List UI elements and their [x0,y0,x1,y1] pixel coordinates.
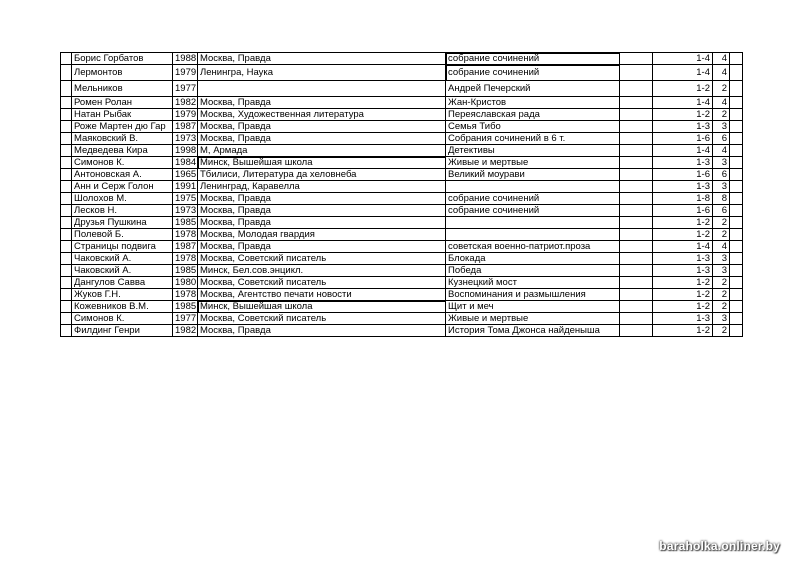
title-cell: Собрания сочинений в 6 т. [446,133,620,145]
volume-range-cell: 1-3 [653,313,713,325]
volume-count-cell: 2 [713,109,730,121]
title-cell: собрание сочинений [446,205,620,217]
publisher-cell: Минск, Вышейшая школа [198,301,446,313]
author-cell: Дангулов Савва [72,277,173,289]
blank-cell [730,65,743,81]
publisher-cell: Москва, Правда [198,325,446,337]
blank-cell [61,277,72,289]
publisher-cell: М, Армада [198,145,446,157]
year-cell: 1987 [173,121,198,133]
volume-count-cell: 3 [713,313,730,325]
blank-cell [620,229,653,241]
publisher-cell [198,81,446,97]
blank-cell [61,325,72,337]
volume-range-cell: 1-3 [653,157,713,169]
author-cell: Кожевников В.М. [72,301,173,313]
publisher-cell: Москва, Советский писатель [198,277,446,289]
blank-cell [61,65,72,81]
blank-cell [620,265,653,277]
blank-cell [730,265,743,277]
publisher-cell: Тбилиси, Литература да хеловнеба [198,169,446,181]
blank-cell [620,121,653,133]
table-row [61,205,743,217]
blank-cell [730,313,743,325]
volume-count-cell: 2 [713,229,730,241]
table-row [61,193,743,205]
blank-cell [620,169,653,181]
blank-cell [620,157,653,169]
table-body [61,53,743,337]
table-row [61,65,743,81]
blank-cell [730,277,743,289]
blank-cell [730,121,743,133]
volume-count-cell: 3 [713,265,730,277]
table-row [61,109,743,121]
blank-cell [61,205,72,217]
volume-range-cell: 1-3 [653,181,713,193]
table-row [61,313,743,325]
blank-cell [730,169,743,181]
volume-count-cell: 2 [713,289,730,301]
author-cell: Натан Рыбак [72,109,173,121]
blank-cell [61,265,72,277]
table-row [61,217,743,229]
title-cell: Андрей Печерский [446,81,620,97]
blank-cell [61,301,72,313]
blank-cell [620,145,653,157]
publisher-cell: Москва, Правда [198,241,446,253]
blank-cell [730,181,743,193]
blank-cell [61,97,72,109]
book-list-table [60,52,743,337]
title-cell [446,181,620,193]
author-cell: Друзья Пушкина [72,217,173,229]
blank-cell [61,289,72,301]
blank-cell [620,301,653,313]
publisher-cell: Минск, Вышейшая школа [198,157,446,169]
volume-range-cell: 1-4 [653,65,713,81]
volume-range-cell: 1-2 [653,301,713,313]
publisher-cell: Ленингра, Наука [198,65,446,81]
year-cell: 1975 [173,193,198,205]
volume-count-cell: 4 [713,241,730,253]
author-cell: Мельников [72,81,173,97]
author-cell: Шолохов М. [72,193,173,205]
blank-cell [730,81,743,97]
volume-count-cell: 3 [713,253,730,265]
title-cell: Воспоминания и размышления [446,289,620,301]
author-cell: Жуков Г.Н. [72,289,173,301]
year-cell: 1982 [173,97,198,109]
author-cell: Симонов К. [72,313,173,325]
volume-range-cell: 1-4 [653,241,713,253]
publisher-cell: Москва, Художественная литература [198,109,446,121]
blank-cell [61,169,72,181]
volume-range-cell: 1-4 [653,97,713,109]
title-cell: собрание сочинений [446,193,620,205]
table-row [61,181,743,193]
author-cell: Роже Мартен дю Гар [72,121,173,133]
year-cell: 1985 [173,265,198,277]
table-row [61,121,743,133]
volume-range-cell: 1-8 [653,193,713,205]
author-cell: Симонов К. [72,157,173,169]
publisher-cell: Москва, Правда [198,205,446,217]
title-cell: Щит и меч [446,301,620,313]
volume-range-cell: 1-2 [653,109,713,121]
volume-count-cell: 3 [713,181,730,193]
blank-cell [61,217,72,229]
table-row [61,81,743,97]
blank-cell [61,109,72,121]
year-cell: 1979 [173,109,198,121]
volume-range-cell: 1-3 [653,265,713,277]
author-cell: Ромен Ролан [72,97,173,109]
volume-range-cell: 1-2 [653,229,713,241]
publisher-cell: Москва, Советский писатель [198,313,446,325]
blank-cell [61,81,72,97]
title-cell [446,229,620,241]
table-row [61,301,743,313]
title-cell: Живые и мертвые [446,157,620,169]
table-row [61,53,743,65]
table-row [61,169,743,181]
year-cell: 1978 [173,253,198,265]
volume-count-cell: 6 [713,169,730,181]
volume-range-cell: 1-3 [653,121,713,133]
volume-range-cell: 1-6 [653,205,713,217]
author-cell: Антоновская А. [72,169,173,181]
blank-cell [61,241,72,253]
title-cell [446,217,620,229]
volume-range-cell: 1-2 [653,81,713,97]
author-cell: Анн и Серж Голон [72,181,173,193]
author-cell: Филдинг Генри [72,325,173,337]
publisher-cell: Москва, Правда [198,193,446,205]
year-cell: 1978 [173,289,198,301]
year-cell: 1985 [173,217,198,229]
blank-cell [730,241,743,253]
volume-count-cell: 3 [713,157,730,169]
table-row [61,145,743,157]
year-cell: 1979 [173,65,198,81]
title-cell: Великий моурави [446,169,620,181]
volume-range-cell: 1-2 [653,217,713,229]
year-cell: 1965 [173,169,198,181]
author-cell: Лермонтов [72,65,173,81]
publisher-cell: Москва, Правда [198,217,446,229]
volume-range-cell: 1-4 [653,53,713,65]
blank-cell [61,145,72,157]
volume-count-cell: 2 [713,301,730,313]
table-row [61,241,743,253]
volume-range-cell: 1-6 [653,133,713,145]
publisher-cell: Москва, Правда [198,53,446,65]
publisher-cell: Москва, Советский писатель [198,253,446,265]
volume-count-cell: 3 [713,121,730,133]
blank-cell [730,53,743,65]
table-row [61,229,743,241]
blank-cell [620,133,653,145]
volume-count-cell: 6 [713,205,730,217]
author-cell: Лесков Н. [72,205,173,217]
author-cell: Медведева Кира [72,145,173,157]
title-cell: Жан-Кристов [446,97,620,109]
volume-range-cell: 1-6 [653,169,713,181]
year-cell: 1978 [173,229,198,241]
table-row [61,325,743,337]
blank-cell [620,109,653,121]
volume-count-cell: 6 [713,133,730,145]
blank-cell [730,301,743,313]
title-cell: Семья Тибо [446,121,620,133]
publisher-cell: Москва, Молодая гвардия [198,229,446,241]
blank-cell [730,109,743,121]
year-cell: 1984 [173,157,198,169]
blank-cell [620,277,653,289]
blank-cell [730,193,743,205]
publisher-cell: Москва, Правда [198,133,446,145]
year-cell: 1985 [173,301,198,313]
year-cell: 1977 [173,313,198,325]
table-row [61,289,743,301]
blank-cell [620,217,653,229]
author-cell: Чаковский А. [72,265,173,277]
volume-range-cell: 1-2 [653,325,713,337]
volume-count-cell: 4 [713,53,730,65]
volume-count-cell: 2 [713,217,730,229]
blank-cell [730,325,743,337]
blank-cell [620,65,653,81]
year-cell: 1991 [173,181,198,193]
blank-cell [61,253,72,265]
blank-cell [620,289,653,301]
author-cell: Полевой Б. [72,229,173,241]
author-cell: Маяковский В. [72,133,173,145]
title-cell: собрание сочинений [446,53,620,65]
blank-cell [61,53,72,65]
year-cell: 1988 [173,53,198,65]
title-cell: собрание сочинений [446,65,620,81]
year-cell: 1973 [173,205,198,217]
blank-cell [620,241,653,253]
blank-cell [620,205,653,217]
volume-range-cell: 1-2 [653,289,713,301]
volume-count-cell: 4 [713,97,730,109]
table-row [61,253,743,265]
publisher-cell: Москва, Агентство печати новости [198,289,446,301]
blank-cell [61,121,72,133]
volume-count-cell: 4 [713,65,730,81]
author-cell: Борис Горбатов [72,53,173,65]
volume-range-cell: 1-2 [653,277,713,289]
blank-cell [620,181,653,193]
volume-range-cell: 1-3 [653,253,713,265]
title-cell: Кузнецкий мост [446,277,620,289]
blank-cell [730,97,743,109]
table-row [61,133,743,145]
publisher-cell: Ленинград, Каравелла [198,181,446,193]
volume-range-cell: 1-4 [653,145,713,157]
blank-cell [730,217,743,229]
volume-count-cell: 2 [713,277,730,289]
title-cell: Переяславская рада [446,109,620,121]
table-row [61,277,743,289]
blank-cell [730,157,743,169]
title-cell: советская военно-патриот.проза [446,241,620,253]
blank-cell [730,145,743,157]
table-row [61,157,743,169]
volume-count-cell: 4 [713,145,730,157]
publisher-cell: Минск, Бел.сов.энцикл. [198,265,446,277]
blank-cell [620,313,653,325]
blank-cell [61,181,72,193]
blank-cell [730,133,743,145]
volume-count-cell: 2 [713,325,730,337]
blank-cell [730,289,743,301]
publisher-cell: Москва, Правда [198,97,446,109]
blank-cell [620,53,653,65]
table-row [61,97,743,109]
table-row [61,265,743,277]
blank-cell [61,133,72,145]
blank-cell [61,157,72,169]
title-cell: Детективы [446,145,620,157]
blank-cell [620,193,653,205]
year-cell: 1973 [173,133,198,145]
blank-cell [620,97,653,109]
title-cell: История Тома Джонса найденыша [446,325,620,337]
title-cell: Победа [446,265,620,277]
blank-cell [61,313,72,325]
blank-cell [61,193,72,205]
blank-cell [730,205,743,217]
year-cell: 1982 [173,325,198,337]
publisher-cell: Москва, Правда [198,121,446,133]
year-cell: 1977 [173,81,198,97]
blank-cell [620,253,653,265]
volume-count-cell: 2 [713,81,730,97]
title-cell: Блокада [446,253,620,265]
author-cell: Страницы подвига [72,241,173,253]
blank-cell [730,253,743,265]
year-cell: 1998 [173,145,198,157]
blank-cell [620,325,653,337]
volume-count-cell: 8 [713,193,730,205]
year-cell: 1987 [173,241,198,253]
author-cell: Чаковский А. [72,253,173,265]
title-cell: Живые и мертвые [446,313,620,325]
blank-cell [620,81,653,97]
year-cell: 1980 [173,277,198,289]
site-watermark: baraholka.onliner.by [659,539,780,553]
blank-cell [730,229,743,241]
spreadsheet [60,52,742,337]
blank-cell [61,229,72,241]
